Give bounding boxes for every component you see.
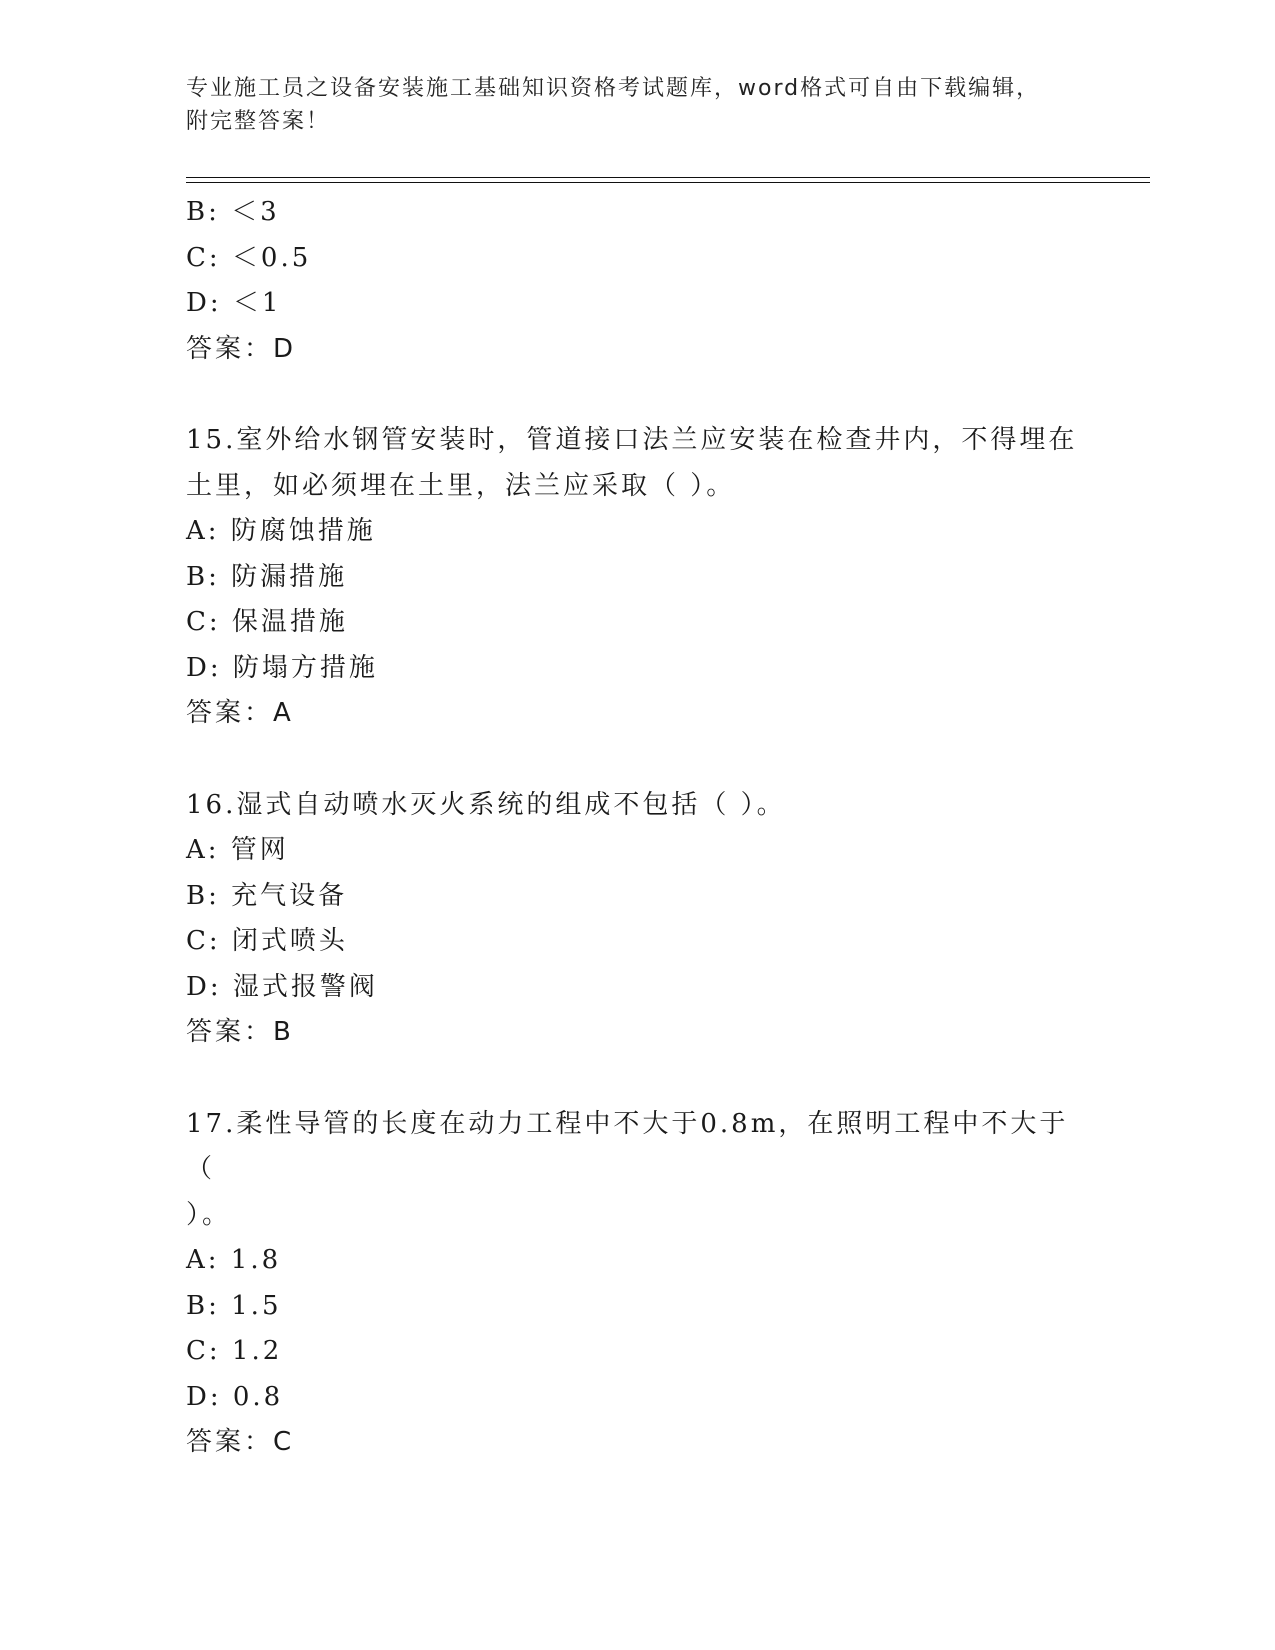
- stem-line-1: 16.湿式自动喷水灭火系统的组成不包括（ ）。: [186, 789, 786, 820]
- stem-line-2: 土里，如必须埋在土里，法兰应采取（ ）。: [186, 470, 736, 501]
- header-line-1: 专业施工员之设备安装施工基础知识资格考试题库，word格式可自由下载编辑，: [186, 76, 1041, 101]
- answer-line: 答案：C: [186, 1427, 295, 1457]
- stem-line-1: 17.柔性导管的长度在动力工程中不大于0.8m，在照明工程中不大于（: [186, 1108, 1069, 1184]
- option-b: B: 防漏措施: [186, 561, 348, 592]
- option-d: D: 防塌方措施: [186, 652, 378, 683]
- question-15: [186, 418, 1086, 737]
- option-a: A: 管网: [186, 835, 289, 865]
- option-c: C: ＜0.5: [186, 242, 312, 273]
- answer-line: 答案：A: [186, 698, 294, 728]
- question-16: [186, 783, 1086, 1056]
- question-stem: [186, 418, 1086, 509]
- question-stem: [186, 1102, 1086, 1239]
- stem-line-2: ）。: [186, 1199, 232, 1230]
- option-d: D: 0.8: [186, 1381, 284, 1412]
- option-a: A: 防腐蚀措施: [186, 516, 376, 546]
- option-b: B: ＜3: [186, 197, 280, 227]
- option-a: A: 1.8: [186, 1245, 282, 1275]
- option-d: D: 湿式报警阀: [186, 971, 378, 1002]
- option-b: B: 充气设备: [186, 880, 348, 911]
- header-rule-top: [186, 177, 1150, 178]
- question-stem: [186, 783, 1086, 829]
- question-17: [186, 1102, 1086, 1466]
- answer-line: 答案：D: [186, 333, 297, 364]
- page-header: [186, 72, 1086, 138]
- spacer: [186, 372, 1086, 418]
- option-b: B: 1.5: [186, 1290, 282, 1321]
- stem-line-1: 15.室外给水钢管安装时，管道接口法兰应安装在检查井内，不得埋在: [186, 425, 1078, 455]
- header-rule-bottom: [186, 182, 1150, 183]
- option-d: D: ＜1: [186, 288, 282, 318]
- question-list: [186, 190, 1086, 1466]
- spacer: [186, 737, 1086, 783]
- answer-line: 答案：B: [186, 1017, 294, 1047]
- header-line-2: 附完整答案！: [186, 109, 331, 134]
- spacer: [186, 1056, 1086, 1102]
- question-fragment: [186, 190, 1086, 372]
- option-c: C: 保温措施: [186, 607, 348, 637]
- option-c: C: 1.2: [186, 1336, 283, 1366]
- option-c: C: 闭式喷头: [186, 926, 348, 956]
